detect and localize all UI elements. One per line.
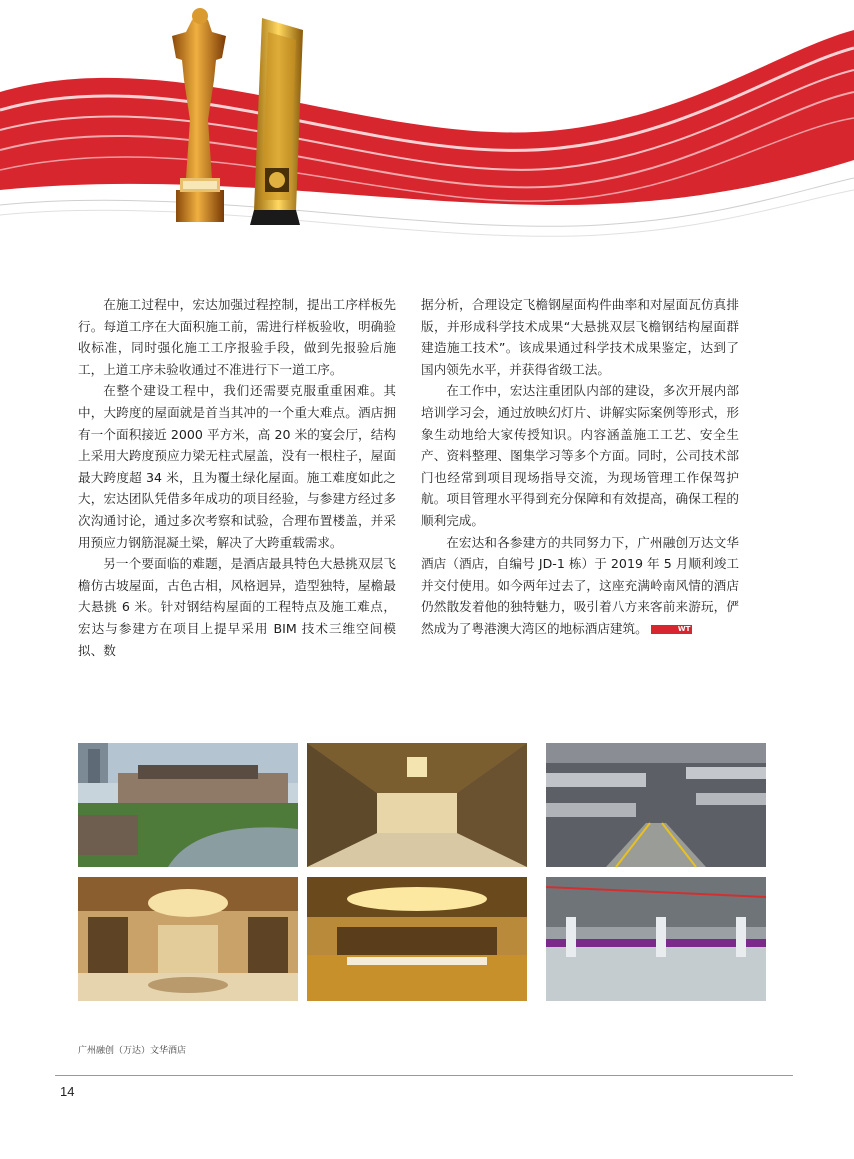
article-column-left <box>78 294 396 661</box>
photo-corridor <box>307 743 527 867</box>
photo-ballroom <box>307 877 527 1001</box>
header-banner <box>0 0 854 250</box>
article-paragraph-last <box>421 532 739 640</box>
page-number: 14 <box>60 1084 75 1099</box>
photo-caption: 广州融创（万达）文华酒店 <box>78 1046 187 1056</box>
footer-divider <box>55 1075 793 1076</box>
photo-mechanical-room <box>546 743 766 867</box>
article-paragraph: 另一个要面临的难题，是酒店最具特色大悬挑双层飞檐仿古坡屋面，古色古相，风格迥异，造型独特，屋檐最大悬挑 6 米。针对钢结构屋面的工程特点及施工难点，宏达与参建方在项目上提早采用 BIM 技术三维空间模拟、数 <box>78 556 396 658</box>
wave-banner-graphic <box>0 0 854 250</box>
article-paragraph: 据分析，合理设定飞檐钢屋面构件曲率和对屋面瓦仿真排版，并形成科学技术成果“大悬挑双层飞檐钢结构屋面群建造施工技术”。该成果通过科学技术成果鉴定，达到了国内领先水平，并获得省级工法。 <box>421 297 739 377</box>
article-paragraph: 在施工过程中，宏达加强过程控制，提出工序样板先行。每道工序在大面积施工前，需进行样板验收，明确验收标准，同时强化施工工序报验手段，做到先报验后施工，上道工序未验收通过不准进行下一道工序。 <box>78 297 396 377</box>
article-column-right <box>421 294 739 640</box>
end-mark-icon: WT <box>651 625 693 634</box>
photo-lobby <box>78 877 298 1001</box>
photo-hotel-aerial <box>78 743 298 867</box>
article-paragraph: 在整个建设工程中，我们还需要克服重重困难。其中，大跨度的屋面就是首当其冲的一个重大难点。酒店拥有一个面积接近 2000 平方米，高 20 米的宴会厅，结构上采用大跨度预应力梁无柱式屋盖，没有一根柱子，屋面最大跨度超 34 米，且为覆土绿化屋面。施工难度如此之大，宏达团队凭借多年成功的项目经验，与参建方经过多次沟通讨论，通过多次考察和试验，合理布置楼盖，并采用预应力钢筋混凝土梁，解决了大跨重载需求。 <box>78 383 396 550</box>
article-paragraph-text: 在宏达和各参建方的共同努力下，广州融创万达文华酒店（酒店，自编号 JD-1 栋）于 2019 年 5 月顺利竣工并交付使用。如今两年过去了，这座充满岭南风情的酒店仍然散发着他的独特魅力，吸引着八方来客前来游玩，俨然成为了粤港澳大湾区的地标酒店建筑。 <box>421 534 739 636</box>
article-paragraph: 在工作中，宏达注重团队内部的建设，多次开展内部培训学习会，通过放映幻灯片、讲解实际案例等形式，形象生动地给大家传授知识。内容涵盖施工工艺、安全生产、资料整理、图集学习等多个方面。同时，公司技术部门也经常到项目现场指导交流，为现场管理工作保驾护航。项目管理水平得到充分保障和有效提高，确保工程的顺利完成。 <box>421 383 739 528</box>
trophy-plaque-icon <box>250 18 303 225</box>
photo-parking-garage <box>546 877 766 1001</box>
